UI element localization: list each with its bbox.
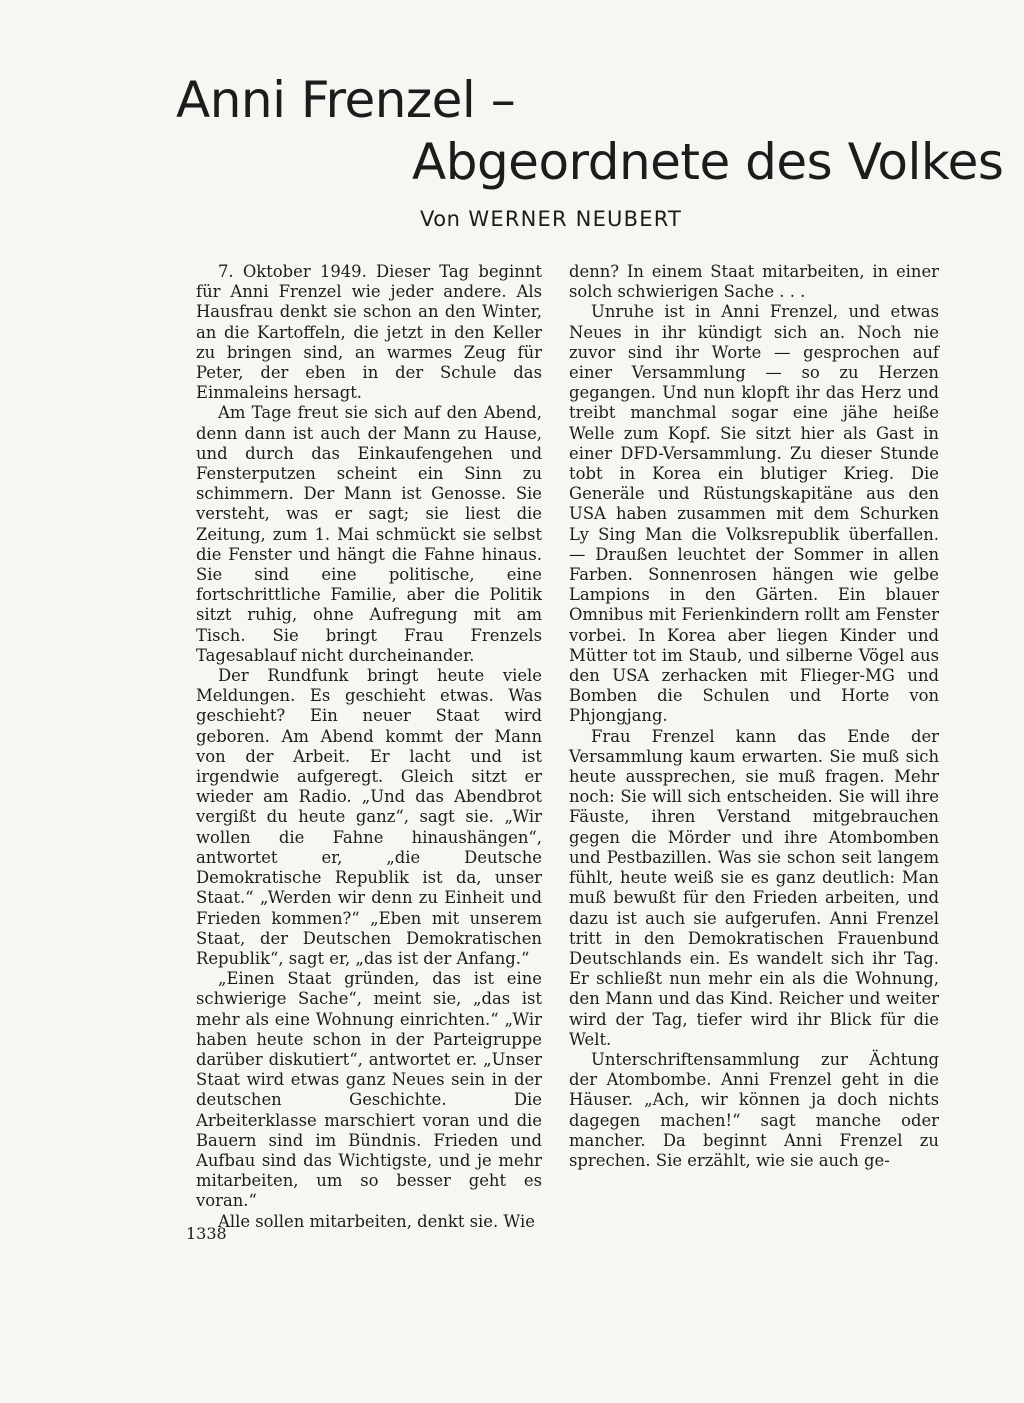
paragraph: Unterschriftensammlung zur Ächtung der Atombombe. Anni Frenzel geht in die Häuser. „Ach, wir können ja doch nichts dagegen machen!“ sagt manche oder mancher. Da beginnt Anni Frenzel zu sprechen. Sie erzählt, wie sie auch ge- [569, 1049, 939, 1170]
right-column [569, 262, 939, 1171]
page-number: 1338 [186, 1224, 227, 1243]
paragraph: Am Tage freut sie sich auf den Abend, denn dann ist auch der Mann zu Hause, und durch das Einkaufengehen und Fensterputzen scheint ein Sinn zu schimmern. Der Mann ist Genosse. Sie versteht, was er sagt; sie liest die Zeitung, zum 1. Mai schmückt sie selbst die Fenster und hängt die Fahne hinaus. Sie sind eine politische, eine fortschrittliche Familie, aber die Politik sitzt ruhig, ohne Aufregung mit am Tisch. Sie bringt Frau Frenzels Tagesablauf nicht durcheinander. [196, 403, 542, 665]
paragraph: Der Rundfunk bringt heute viele Meldungen. Es geschieht etwas. Was geschieht? Ein neuer Staat wird geboren. Am Abend kommt der Mann von der Arbeit. Er lacht und ist irgendwie aufgeregt. Gleich sitzt er wieder am Radio. „Und das Abendbrot vergißt du heute ganz“, sagt sie. „Wir wollen die Fahne hinaushängen“, antwortet er, „die Deutsche Demokratische Republik ist da, unser Staat.“ „Werden wir denn zu Einheit und Frieden kommen?“ „Eben mit unserem Staat, der Deutschen Demokratischen Republik“, sagt er, „das ist der Anfang.“ [196, 666, 542, 968]
byline [420, 204, 682, 234]
left-column [196, 262, 542, 1232]
article-title-line-1: Anni Frenzel – [176, 71, 516, 129]
paragraph: Alle sollen mitarbeiten, denkt sie. Wie [218, 1211, 535, 1231]
paragraph: Frau Frenzel kann das Ende der Versammlung kaum erwarten. Sie muß sich heute aussprechen, sie muß fragen. Mehr noch: Sie will sich entscheiden. Sie will ihre Fäuste, ihren Verstand mitgebrauchen gegen die Mörder und ihre Atombomben und Pestbazillen. Was sie schon seit langem fühlt, heute weiß sie es ganz deutlich: Man muß bewußt für den Frieden arbeiten, und dazu ist auch sie aufgerufen. Anni Frenzel tritt in den Demokratischen Frauenbund Deutschlands ein. Es wandelt sich ihr Tag. Er schließt nun mehr ein als die Wohnung, den Mann und das Kind. Reicher und weiter wird der Tag, tiefer wird ihr Blick für die Welt. [569, 726, 939, 1049]
byline-prefix: Von [420, 207, 461, 231]
paragraph: „Einen Staat gründen, das ist eine schwierige Sache“, meint sie, „das ist mehr als eine Wohnung einrichten.“ „Wir haben heute schon in der Parteigruppe darüber diskutiert“, antwortet er. „Unser Staat wird etwas ganz Neues sein in der deutschen Geschichte. Die Arbeiterklasse marschiert voran und die Bauern sind im Bündnis. Frieden und Aufbau sind das Wichtigste, und je mehr mitarbeiten, um so besser geht es voran.“ [196, 969, 542, 1211]
byline-author: WERNER NEUBERT [468, 207, 682, 231]
paragraph: 7. Oktober 1949. Dieser Tag beginnt für Anni Frenzel wie jeder andere. Als Hausfrau denkt sie schon an den Winter, an die Kartoffeln, die jetzt in den Keller zu bringen sind, an warmes Zeug für Peter, der eben in der Schule das Einmaleins hersagt. [196, 262, 542, 403]
article-title-line-2: Abgeordnete des Volkes [412, 133, 1004, 191]
paragraph: Unruhe ist in Anni Frenzel, und etwas Neues in ihr kündigt sich an. Noch nie zuvor sind ihr Worte — gesprochen auf einer Versammlung — so zu Herzen gegangen. Und nun klopft ihr das Herz und treibt manchmal sogar eine jähe heiße Welle zum Kopf. Sie sitzt hier als Gast in einer DFD-Versammlung. Zu dieser Stunde tobt in Korea ein blutiger Krieg. Die Generäle und Rüstungskapitäne aus den USA haben zusammen mit dem Schurken Ly Sing Man die Volksrepublik überfallen. — Draußen leuchtet der Sommer in allen Farben. Sonnenrosen hängen wie gelbe Lampions in den Gärten. Ein blauer Omnibus mit Ferienkindern rollt am Fenster vorbei. In Korea aber liegen Kinder und Mütter tot im Staub, und silberne Vögel aus den USA zerhacken mit Flieger-MG und Bomben die Schulen und Horte von Phjongjang. [569, 302, 939, 726]
paragraph-continued: denn? In einem Staat mitarbeiten, in einer solch schwierigen Sache . . . [569, 262, 939, 302]
